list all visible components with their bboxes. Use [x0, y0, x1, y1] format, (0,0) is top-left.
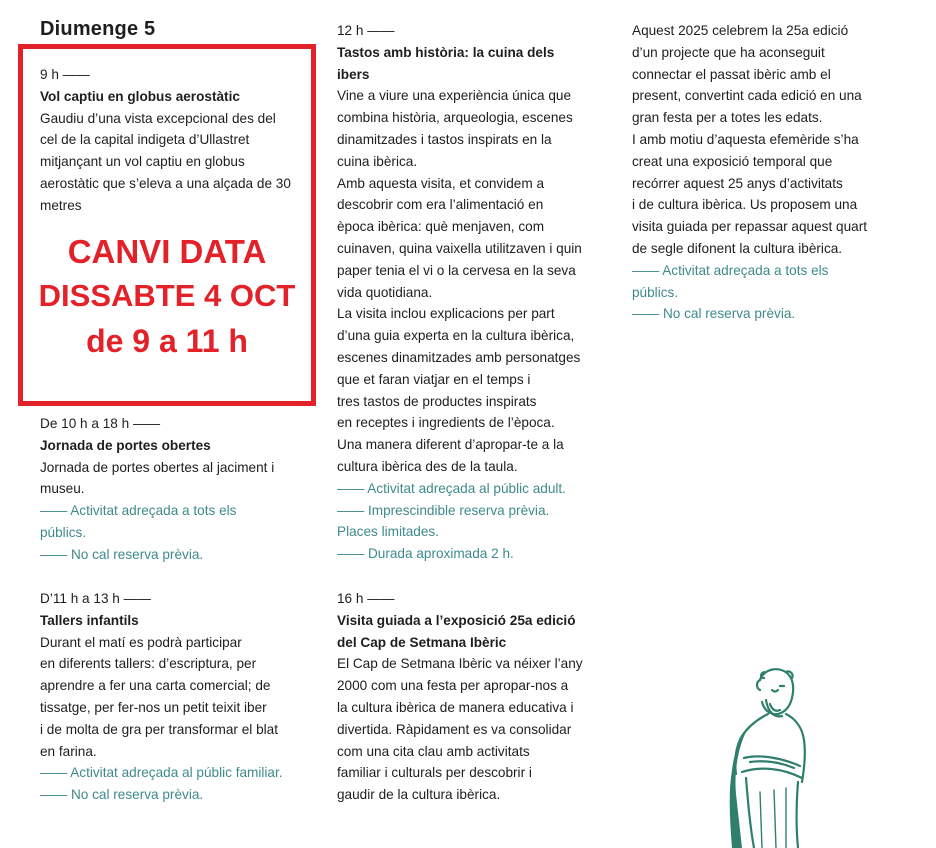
text-line: gaudir de la cultura ibèrica.	[337, 787, 501, 803]
note-line: —— Activitat adreçada al públic familiar.	[40, 765, 283, 781]
notice-line-3: de 9 a 11 h	[86, 323, 248, 359]
event-description	[337, 85, 599, 477]
text-line: escenes dinamitzades amb personatges	[337, 349, 581, 365]
date-change-notice	[23, 230, 311, 364]
text-line: i de cultura ibèrica. Us proposem una	[632, 197, 858, 213]
text-line: La visita inclou explicacions per part	[337, 306, 555, 322]
exhibition-description	[632, 20, 897, 325]
notice-line-1: CANVI DATA	[67, 233, 267, 270]
day-title: Diumenge 5	[40, 18, 156, 40]
event-time: 12 h ——	[337, 23, 395, 38]
note-line: —— Activitat adreçada a tots els	[40, 503, 237, 519]
event-visita-guiada	[337, 588, 599, 806]
event-title: Vol captiu en globus aerostàtic	[40, 88, 240, 104]
title-line: ibers	[337, 66, 370, 82]
text-line: recórrer aquest 25 anys d’activitats	[632, 175, 843, 191]
text-line: mitjançant un vol captiu en globus	[40, 154, 245, 170]
event-description	[40, 632, 310, 763]
text-line: creat una exposició temporal que	[632, 153, 833, 169]
title-line: Visita guiada a l’exposició 25a edició	[337, 612, 576, 628]
event-description	[337, 653, 599, 806]
text-line: d’una guia experta en la cultura ibèrica,	[337, 328, 575, 344]
event-time: 16 h ——	[337, 591, 395, 606]
notice-line-2: DISSABTE 4 OCT	[38, 278, 296, 313]
text-line: museu.	[40, 481, 85, 497]
iberian-figure-illustration	[720, 662, 820, 848]
event-tastos	[337, 20, 599, 565]
event-title: Jornada de portes obertes	[40, 437, 211, 453]
text-line: en diferents tallers: d’escriptura, per	[40, 656, 257, 672]
event-title	[337, 42, 599, 86]
note-line: públics.	[632, 284, 679, 300]
note-line: —— Durada aproximada 2 h.	[337, 546, 514, 562]
note-line: —— Activitat adreçada al públic adult.	[337, 480, 566, 496]
text-line: de segle difonent la cultura ibèrica.	[632, 240, 843, 256]
event-time: 9 h ——	[40, 67, 90, 82]
text-line: paper tenia el vi o la cervesa en la seva	[337, 262, 576, 278]
event-tallers	[40, 588, 310, 806]
note-line: —— No cal reserva prèvia.	[632, 306, 796, 322]
text-line: tres tastos de productes inspirats	[337, 393, 537, 409]
text-line: familiar i culturals per descobrir i	[337, 765, 532, 781]
text-line: cultura ibèrica des de la taula.	[337, 458, 518, 474]
event-time: De 10 h a 18 h ——	[40, 416, 161, 431]
title-line: del Cap de Setmana Ibèric	[337, 634, 507, 650]
note-line: —— Activitat adreçada a tots els	[632, 262, 829, 278]
title-line: Tastos amb història: la cuina dels	[337, 44, 555, 60]
event-notes	[40, 762, 310, 806]
text-line: època ibèrica: què menjaven, com	[337, 219, 545, 235]
text-line: cuina ibèrica.	[337, 153, 418, 169]
text-line: i de molta de gra per transformar el blat	[40, 721, 279, 737]
text-line: connectar el passat ibèric amb el	[632, 66, 831, 82]
text-line: Gaudiu d’una vista excepcional des del	[40, 110, 276, 126]
text-line: cuinaven, quina vaixella utilitzaven i quin	[337, 240, 582, 256]
text-line: visita guiada per repassar aquest quart	[632, 219, 868, 235]
text-line: dinamitzades i tastos inspirats en la	[337, 131, 552, 147]
text-line: present, convertint cada edició en una	[632, 88, 862, 104]
text-line: Durant el matí es podrà participar	[40, 634, 242, 650]
event-title	[337, 610, 599, 654]
event-globus	[40, 64, 310, 217]
text-line: combina història, arqueologia, escenes	[337, 110, 573, 126]
text-line: descobrir com era l’alimentació en	[337, 197, 544, 213]
text-line: 2000 com una festa per apropar-nos a	[337, 678, 569, 694]
text-line: d’un projecte que ha aconseguit	[632, 44, 825, 60]
text-line: Amb aquesta visita, et convidem a	[337, 175, 545, 191]
text-line: metres	[40, 197, 82, 213]
note-line: públics.	[40, 524, 87, 540]
event-notes	[632, 260, 897, 325]
event-notes	[337, 478, 599, 565]
text-line: en receptes i ingredients de l’època.	[337, 415, 555, 431]
note-line: —— Imprescindible reserva prèvia.	[337, 502, 550, 518]
text-line: divertida. Ràpidament es va consolidar	[337, 721, 572, 737]
text-line: que et faran viatjar en el temps i	[337, 371, 531, 387]
text-line: la cultura ibèrica de manera educativa i	[337, 699, 574, 715]
note-line: —— No cal reserva prèvia.	[40, 546, 204, 562]
text-line: Una manera diferent d’apropar-te a la	[337, 437, 564, 453]
text-line: Jornada de portes obertes al jaciment i	[40, 459, 275, 475]
event-description	[632, 20, 897, 260]
note-line: Places limitades.	[337, 524, 439, 540]
text-line: Vine a viure una experiència única que	[337, 88, 572, 104]
text-line: cel de la capital indigeta d’Ullastret	[40, 132, 250, 148]
note-line: —— No cal reserva prèvia.	[40, 787, 204, 803]
text-line: I amb motiu d’aquesta efemèride s’ha	[632, 131, 859, 147]
text-line: El Cap de Setmana Ibèric va néixer l’any	[337, 656, 583, 672]
text-line: en farina.	[40, 743, 97, 759]
event-portes-obertes	[40, 413, 310, 566]
text-line: com una cita clau amb activitats	[337, 743, 530, 759]
text-line: vida quotidiana.	[337, 284, 433, 300]
text-line: Aquest 2025 celebrem la 25a edició	[632, 23, 849, 38]
text-line: gran festa per a totes les edats.	[632, 110, 823, 126]
event-notes	[40, 500, 310, 565]
event-title: Tallers infantils	[40, 612, 139, 628]
event-description	[40, 457, 310, 501]
event-description	[40, 108, 310, 217]
text-line: tissatge, per fer-nos un petit teixit iber	[40, 699, 267, 715]
text-line: aerostàtic que s’eleva a una alçada de 30	[40, 175, 291, 191]
event-time: D’11 h a 13 h ——	[40, 591, 151, 606]
text-line: aprendre a fer una carta comercial; de	[40, 678, 271, 694]
